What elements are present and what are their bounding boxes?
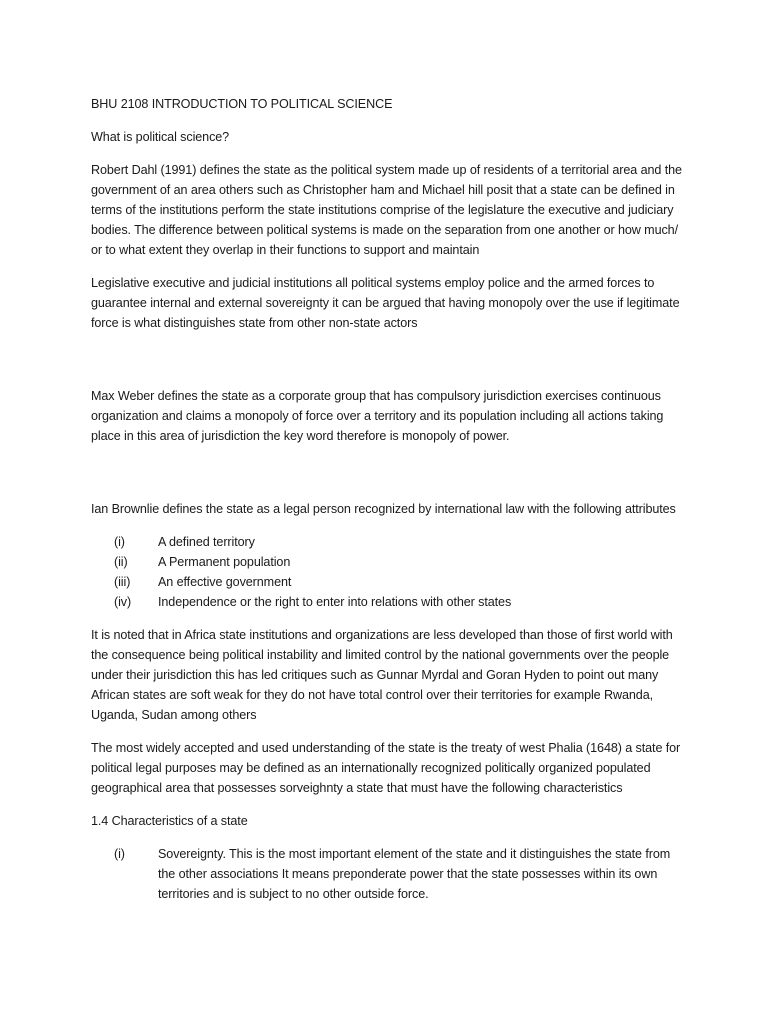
list-item-number: (i) bbox=[114, 847, 125, 861]
characteristics-list bbox=[91, 844, 688, 904]
list-item bbox=[91, 532, 688, 552]
paragraph-westphalia: The most widely accepted and used understanding of the state is the treaty of west Phalia (1648) a state for political legal purposes may be defined as an internationally recognized politically organized populated geographical area that possesses sorveighnty a state that must have the following characteristics bbox=[91, 741, 681, 795]
list-item-text: A defined territory bbox=[158, 535, 255, 549]
list-item-number: (i) bbox=[114, 535, 125, 549]
attributes-list bbox=[91, 532, 688, 612]
document-title: BHU 2108 INTRODUCTION TO POLITICAL SCIENCE bbox=[91, 97, 393, 111]
list-item-text: Sovereignty. This is the most important element of the state and it distinguishes the state from the other associations It means preponderate power that the state possesses within its own territories and is subject to no other outside force. bbox=[158, 847, 671, 901]
list-item-text: Independence or the right to enter into relations with other states bbox=[158, 595, 512, 609]
list-item-number: (iv) bbox=[114, 595, 132, 609]
list-item-text: An effective government bbox=[158, 575, 292, 589]
list-item bbox=[91, 844, 688, 904]
list-item-number: (ii) bbox=[114, 555, 128, 569]
question-line: What is political science? bbox=[91, 130, 230, 144]
list-item bbox=[91, 592, 688, 612]
list-item-number: (iii) bbox=[114, 575, 131, 589]
paragraph-weber: Max Weber defines the state as a corporate group that has compulsory jurisdiction exercises continuous organization and claims a monopoly of force over a territory and its population including all actions taking place in this area of jurisdiction the key word therefore is monopoly of power. bbox=[91, 389, 664, 443]
paragraph-africa: It is noted that in Africa state institutions and organizations are less developed than those of first world with the consequence being political instability and limited control by the national governments over the people under their jurisdiction this has led critiques such as Gunnar Myrdal and Goran Hyden to point out many African states are soft weak for they do not have total control over their territories for example Rwanda, Uganda, Sudan among others bbox=[91, 628, 673, 722]
list-item bbox=[91, 572, 688, 592]
paragraph-brownlie: Ian Brownlie defines the state as a legal person recognized by international law with the following attributes bbox=[91, 502, 676, 516]
list-item bbox=[91, 552, 688, 572]
paragraph-legislative: Legislative executive and judicial institutions all political systems employ police and the armed forces to guarantee internal and external sovereignty it can be argued that having monopoly over the use if legitimate force is what distinguishes state from other non-state actors bbox=[91, 276, 680, 330]
section-heading: 1.4 Characteristics of a state bbox=[91, 814, 248, 828]
paragraph-dahl: Robert Dahl (1991) defines the state as the political system made up of residents of a territorial area and the government of an area others such as Christopher ham and Michael hill posit that a state can be defined in terms of the institutions perform the state institutions comprise of the legislature the executive and judiciary bodies. The difference between political systems is made on the separation from one another or how much/ or to what extent they overlap in their functions to support and maintain bbox=[91, 163, 682, 257]
list-item-text: A Permanent population bbox=[158, 555, 291, 569]
